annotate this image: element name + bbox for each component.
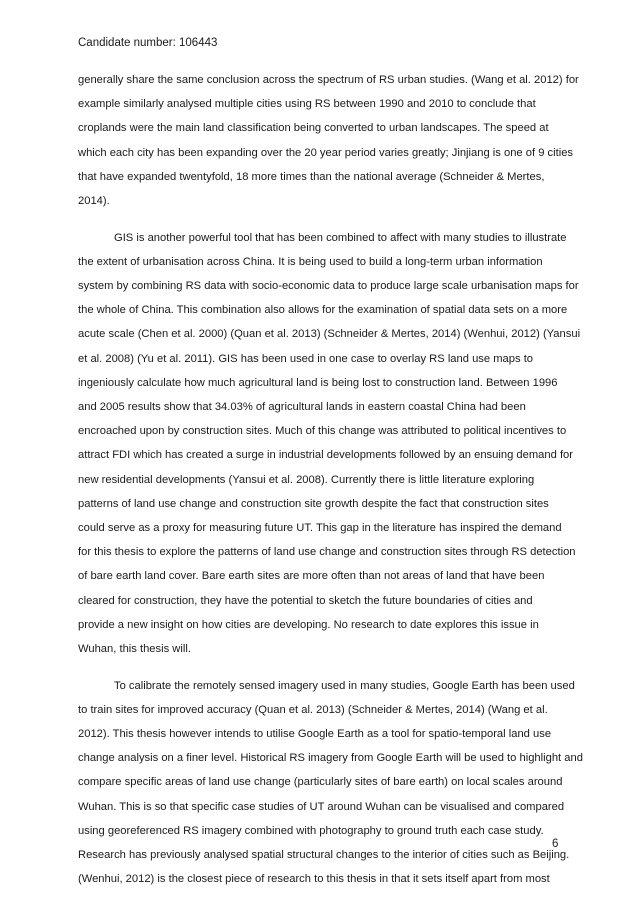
text-line: Research has previously analysed spatial structural changes to the interior of cities such as Beijing. xyxy=(78,849,570,861)
text-line: cleared for construction, they have the potential to sketch the future boundaries of cities and xyxy=(78,594,533,607)
text-line: new residential developments (Yansui et al. 2008). Currently there is little literature exploring xyxy=(78,473,535,486)
paragraph-2 xyxy=(78,226,581,661)
text-line: To calibrate the remotely sensed imagery used in many studies, Google Earth has been used xyxy=(114,679,575,692)
text-line: GIS is another powerful tool that has been combined to affect with many studies to illustrate xyxy=(114,231,567,244)
text-line: could serve as a proxy for measuring future UT. This gap in the literature has inspired the demand xyxy=(78,521,562,534)
text-line: provide a new insight on how cities are developing. No research to date explores this issue in xyxy=(78,618,539,631)
text-line: the whole of China. This combination also allows for the examination of spatial data sets on a more xyxy=(78,304,568,317)
text-line: encroached upon by construction sites. Much of this change was attributed to political incentives to xyxy=(78,425,567,438)
text-line: change analysis on a finer level. Historical RS imagery from Google Earth will be used to highlight and xyxy=(78,752,583,765)
text-line: 2012). This thesis however intends to utilise Google Earth as a tool for spatio-temporal land use xyxy=(78,728,552,741)
text-line: generally share the same conclusion across the spectrum of RS urban studies. (Wang et al. 2012) for xyxy=(78,74,579,86)
paragraph-gap xyxy=(78,661,564,674)
text-line: attract FDI which has created a surge in industrial developments followed by an ensuing demand for xyxy=(78,449,574,462)
text-line: croplands were the main land classification being converted to urban landscapes. The speed at xyxy=(78,122,549,135)
text-line: of bare earth land cover. Bare earth sites are more often than not areas of land that have been xyxy=(78,570,545,583)
text-line: the extent of urbanisation across China. It is being used to build a long-term urban information xyxy=(78,255,543,268)
text-line: 2014). xyxy=(78,194,110,207)
text-line: Wuhan, this thesis will. xyxy=(78,642,191,655)
text-line: patterns of land use change and construction site growth despite the fact that construction sites xyxy=(78,497,549,510)
text-line: compare specific areas of land use change (particularly sites of bare earth) on local scales around xyxy=(78,776,563,789)
text-line: for this thesis to explore the patterns of land use change and construction sites through RS detection xyxy=(78,546,576,559)
text-line: acute scale (Chen et al. 2000) (Quan et al. 2013) (Schneider & Mertes, 2014) (Wenhui, 2012) (Yansui xyxy=(78,328,581,341)
text-line: example similarly analysed multiple cities using RS between 1990 and 2010 to conclude that xyxy=(78,98,536,111)
paragraph-gap xyxy=(78,213,564,226)
text-line: et al. 2008) (Yu et al. 2011). GIS has been used in one case to overlay RS land use maps to xyxy=(78,352,534,365)
page-number: 6 xyxy=(552,838,559,850)
text-line: (Wenhui, 2012) is the closest piece of research to this thesis in that it sets itself apart from most xyxy=(78,873,550,886)
text-line: using georeferenced RS imagery combined with photography to ground truth each case study. xyxy=(78,824,544,837)
text-line: Wuhan. This is so that specific case studies of UT around Wuhan can be visualised and compared xyxy=(78,800,565,813)
candidate-number-header: Candidate number: 106443 xyxy=(78,37,218,49)
text-line: which each city has been expanding over the 20 year period varies greatly; Jinjiang is one of 9 cities xyxy=(78,146,574,159)
text-line: ingeniously calculate how much agricultural land is being lost to construction land. Between 1996 xyxy=(78,376,558,389)
text-line: to train sites for improved accuracy (Quan et al. 2013) (Schneider & Mertes, 2014) (Wang et al. xyxy=(78,703,548,716)
text-line: system by combining RS data with socio-economic data to produce large scale urbanisation maps for xyxy=(78,280,579,293)
text-line: that have expanded twentyfold, 18 more times than the national average (Schneider & Mertes, xyxy=(78,170,545,183)
paragraph-3 xyxy=(78,674,583,892)
document-body xyxy=(78,68,583,891)
text-line: and 2005 results show that 34.03% of agricultural lands in eastern coastal China had been xyxy=(78,401,526,414)
paragraph-1 xyxy=(78,68,579,213)
